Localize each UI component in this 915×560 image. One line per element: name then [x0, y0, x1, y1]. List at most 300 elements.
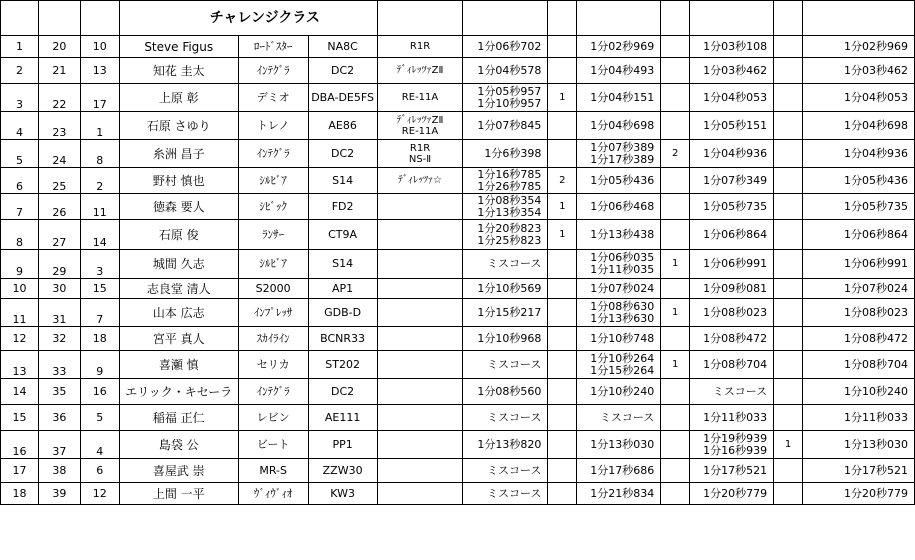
result-row: [1, 431, 915, 459]
heat1-time-cell-line: ミスコース: [486, 357, 542, 371]
model-cell: S14: [308, 168, 377, 194]
best-time-cell: 1分05秒436: [803, 168, 915, 194]
rank-cell: 17: [1, 459, 39, 483]
car-cell: セリカ: [238, 351, 308, 379]
heat2-time-cell-line: 1分07秒024: [590, 281, 655, 295]
heat2-penalty-cell: [661, 220, 690, 250]
heat1-time-cell-line: 1分08秒560: [477, 384, 542, 398]
grid-cell: 13: [80, 58, 119, 84]
driver-cell: 石原 さゆり: [119, 112, 238, 140]
rank-cell: 15: [1, 405, 39, 431]
heat3-penalty-cell: [774, 168, 803, 194]
grid-cell: 14: [80, 220, 119, 250]
tire-cell: [377, 140, 463, 168]
heat2-time-cell: [577, 84, 661, 112]
heat3-penalty-cell: [774, 84, 803, 112]
result-row: [1, 220, 915, 250]
heat3-penalty-cell: [774, 327, 803, 351]
rank-cell: 7: [1, 194, 39, 220]
heat2-time-cell-line: 1分10秒240: [590, 384, 655, 398]
heat2-penalty-cell: 1: [661, 299, 690, 327]
heat2-penalty-cell: [661, 379, 690, 405]
bib-cell: 20: [38, 36, 80, 58]
heat1-time-cell: [463, 351, 548, 379]
heat1-time-cell-line: 1分10秒569: [477, 281, 542, 295]
heat3-time-cell: [690, 58, 774, 84]
driver-cell: 上原 彰: [119, 84, 238, 112]
heat3-time-cell: [690, 250, 774, 279]
heat2-time-cell-line: 1分06秒468: [590, 199, 655, 213]
grid-cell: 18: [80, 327, 119, 351]
heat1-time-cell-line: 1分6秒398: [484, 146, 542, 160]
car-cell: ｲﾝﾃｸﾞﾗ: [238, 140, 308, 168]
car-cell: トレノ: [238, 112, 308, 140]
heat1-penalty-cell: [548, 279, 577, 299]
model-cell: AE111: [308, 405, 377, 431]
grid-cell: 16: [80, 379, 119, 405]
driver-cell: 石原 俊: [119, 220, 238, 250]
heat3-time-cell: [690, 405, 774, 431]
best-time-cell: 1分04秒053: [803, 84, 915, 112]
heat1-time-cell-line: 1分16秒785: [477, 167, 542, 181]
tire-cell: [377, 220, 463, 250]
best-time-cell: 1分03秒462: [803, 58, 915, 84]
bib-cell: 37: [38, 431, 80, 459]
heat1-time-cell: [463, 459, 548, 483]
heat3-time-cell: [690, 379, 774, 405]
bib-cell: 24: [38, 140, 80, 168]
heat3-time-cell-line: 1分19秒939: [703, 431, 768, 445]
car-cell: ﾛｰﾄﾞｽﾀｰ: [238, 36, 308, 58]
rank-cell: 16: [1, 431, 39, 459]
heat1-time-cell-line: 1分05秒957: [477, 84, 542, 98]
heat3-time-cell-line: 1分07秒349: [703, 173, 768, 187]
heat1-time-cell-line: ミスコース: [486, 463, 542, 477]
bib-cell: 38: [38, 459, 80, 483]
car-cell: ｼﾙﾋﾞｱ: [238, 250, 308, 279]
heat3-time-cell-line: 1分03秒462: [703, 63, 768, 77]
heat2-time-cell-line: 1分17秒389: [590, 152, 655, 166]
tire-cell: [377, 112, 463, 140]
grid-cell: 6: [80, 459, 119, 483]
car-cell: デミオ: [238, 84, 308, 112]
heat2-time-cell: [577, 140, 661, 168]
best-time-cell: 1分08秒704: [803, 351, 915, 379]
grid-cell: 15: [80, 279, 119, 299]
bib-cell: 39: [38, 483, 80, 505]
heat3-penalty-cell: [774, 279, 803, 299]
model-cell: AE86: [308, 112, 377, 140]
heat1-penalty-cell: [548, 483, 577, 505]
grid-cell: 17: [80, 84, 119, 112]
heat1-penalty-cell: [548, 459, 577, 483]
heat2-time-cell-line: 1分04秒151: [590, 90, 655, 104]
heat2-time-cell-line: 1分02秒969: [590, 39, 655, 53]
heat3-time-cell: [690, 351, 774, 379]
heat2-time-cell: [577, 168, 661, 194]
heat3-time-cell: [690, 431, 774, 459]
model-cell: ZZW30: [308, 459, 377, 483]
heat2-time-cell-line: 1分05秒436: [590, 173, 655, 187]
tire-cell-line: ﾃﾞｨﾚｯﾂｧZⅡ: [396, 114, 444, 126]
tire-cell: [377, 327, 463, 351]
heat2-time-cell-line: 1分08秒630: [590, 299, 655, 313]
heat3-time-cell-line: 1分05秒735: [703, 199, 768, 213]
tire-cell: [377, 405, 463, 431]
rank-cell: 11: [1, 299, 39, 327]
tire-cell-line: RE-11A: [401, 92, 439, 103]
tire-cell: [377, 459, 463, 483]
grid-cell: 7: [80, 299, 119, 327]
results-body: [1, 1, 915, 505]
heat1-penalty-cell: 1: [548, 220, 577, 250]
car-cell: ｲﾝﾌﾟﾚｯｻ: [238, 299, 308, 327]
result-row: [1, 483, 915, 505]
heat3-penalty-cell: [774, 140, 803, 168]
heat3-penalty-cell: [774, 405, 803, 431]
heat2-time-cell: [577, 279, 661, 299]
model-cell: ST202: [308, 351, 377, 379]
heat1-time-cell: [463, 220, 548, 250]
tire-cell: [377, 84, 463, 112]
heat1-time-cell-line: 1分08秒354: [477, 193, 542, 207]
model-cell: CT9A: [308, 220, 377, 250]
heat1-time-cell-line: 1分06秒702: [477, 39, 542, 53]
best-time-cell: 1分02秒969: [803, 36, 915, 58]
heat1-penalty-cell: [548, 379, 577, 405]
driver-cell: 知花 圭太: [119, 58, 238, 84]
heat3-time-cell: [690, 36, 774, 58]
model-cell: BCNR33: [308, 327, 377, 351]
heat3-time-cell-line: 1分08秒023: [703, 305, 768, 319]
heat3-time-cell: [690, 327, 774, 351]
driver-cell: 島袋 公: [119, 431, 238, 459]
best-time-cell: 1分08秒023: [803, 299, 915, 327]
heat2-penalty-cell: [661, 279, 690, 299]
bib-cell: 33: [38, 351, 80, 379]
car-cell: ﾗﾝｻｰ: [238, 220, 308, 250]
heat3-time-cell-line: 1分08秒704: [703, 357, 768, 371]
driver-cell: 城間 久志: [119, 250, 238, 279]
heat3-time-cell-line: 1分04秒936: [703, 146, 768, 160]
heat1-time-cell-line: 1分10秒968: [477, 331, 542, 345]
heat2-time-cell: [577, 327, 661, 351]
heat2-time-cell-line: 1分04秒493: [590, 63, 655, 77]
heat1-penalty-cell: 1: [548, 84, 577, 112]
driver-cell: 上間 一平: [119, 483, 238, 505]
grid-cell: 8: [80, 140, 119, 168]
heat3-time-cell-line: 1分20秒779: [703, 486, 768, 500]
heat2-penalty-cell: [661, 327, 690, 351]
heat1-time-cell: [463, 431, 548, 459]
heat3-time-cell: [690, 84, 774, 112]
best-time-cell: 1分10秒240: [803, 379, 915, 405]
heat3-penalty-cell: [774, 112, 803, 140]
heat1-time-cell: [463, 58, 548, 84]
heat3-time-cell-line: 1分04秒053: [703, 90, 768, 104]
bib-cell: 22: [38, 84, 80, 112]
heat2-time-cell: [577, 379, 661, 405]
heat1-penalty-cell: [548, 327, 577, 351]
tire-cell: [377, 279, 463, 299]
heat2-penalty-cell: [661, 58, 690, 84]
tire-cell-line: ﾃﾞｨﾚｯﾂｧZⅡ: [396, 65, 444, 76]
best-time-cell: 1分04秒698: [803, 112, 915, 140]
heat3-penalty-cell: [774, 250, 803, 279]
driver-cell: 糸洲 昌子: [119, 140, 238, 168]
rank-cell: 4: [1, 112, 39, 140]
heat2-time-cell: [577, 194, 661, 220]
rank-cell: 13: [1, 351, 39, 379]
heat3-time-cell: [690, 194, 774, 220]
heat3-penalty-cell: [774, 299, 803, 327]
car-cell: S2000: [238, 279, 308, 299]
best-time-cell: 1分04秒936: [803, 140, 915, 168]
heat1-time-cell: [463, 379, 548, 405]
heat1-penalty-cell: [548, 299, 577, 327]
heat3-penalty-cell: [774, 379, 803, 405]
heat2-penalty-cell: [661, 84, 690, 112]
heat1-time-cell: [463, 327, 548, 351]
result-row: [1, 140, 915, 168]
result-row: [1, 327, 915, 351]
heat2-penalty-cell: [661, 36, 690, 58]
heat1-penalty-cell: [548, 250, 577, 279]
model-cell: DC2: [308, 58, 377, 84]
result-row: [1, 112, 915, 140]
tire-cell: [377, 431, 463, 459]
heat1-time-cell-line: 1分10秒957: [477, 96, 542, 110]
tire-cell: [377, 194, 463, 220]
car-cell: ｲﾝﾃｸﾞﾗ: [238, 379, 308, 405]
heat3-time-cell: [690, 168, 774, 194]
car-cell: MR-S: [238, 459, 308, 483]
heat3-time-cell: [690, 279, 774, 299]
driver-cell: 志良堂 清人: [119, 279, 238, 299]
heat3-time-cell-line: 1分16秒939: [703, 443, 768, 457]
heat1-time-cell: [463, 36, 548, 58]
heat2-time-cell: [577, 483, 661, 505]
driver-cell: 宮平 真人: [119, 327, 238, 351]
heat3-time-cell-line: 1分09秒081: [703, 281, 768, 295]
tire-cell: [377, 36, 463, 58]
tire-cell: [377, 483, 463, 505]
best-time-cell: 1分13秒030: [803, 431, 915, 459]
grid-cell: 11: [80, 194, 119, 220]
bib-cell: 21: [38, 58, 80, 84]
heat2-penalty-cell: [661, 431, 690, 459]
car-cell: ｼﾙﾋﾞｱ: [238, 168, 308, 194]
driver-cell: 徳森 要人: [119, 194, 238, 220]
heat1-time-cell-line: 1分26秒785: [477, 179, 542, 193]
bib-cell: 27: [38, 220, 80, 250]
heat1-time-cell: [463, 140, 548, 168]
result-row: [1, 351, 915, 379]
heat1-time-cell: [463, 168, 548, 194]
tire-cell-line: R1R: [409, 142, 431, 154]
heat2-penalty-cell: [661, 483, 690, 505]
heat1-time-cell: [463, 84, 548, 112]
heat2-penalty-cell: [661, 194, 690, 220]
heat1-time-cell-line: 1分13秒354: [477, 205, 542, 219]
heat2-time-cell-line: 1分10秒264: [590, 351, 655, 365]
grid-cell: 10: [80, 36, 119, 58]
heat2-penalty-cell: [661, 459, 690, 483]
result-row: [1, 299, 915, 327]
heat1-time-cell: [463, 279, 548, 299]
model-cell: DC2: [308, 379, 377, 405]
result-row: [1, 84, 915, 112]
result-row: [1, 405, 915, 431]
heat3-penalty-cell: [774, 483, 803, 505]
car-cell: ｼﾋﾞｯｸ: [238, 194, 308, 220]
result-row: [1, 279, 915, 299]
heat2-time-cell-line: 1分13秒438: [590, 227, 655, 241]
heat1-time-cell-line: 1分04秒578: [477, 63, 542, 77]
rank-cell: 12: [1, 327, 39, 351]
car-cell: ｽｶｲﾗｲﾝ: [238, 327, 308, 351]
heat3-time-cell-line: 1分06秒991: [703, 257, 768, 270]
heat3-penalty-cell: 1: [774, 431, 803, 459]
model-cell: KW3: [308, 483, 377, 505]
heat1-time-cell-line: 1分13秒820: [477, 437, 542, 451]
heat2-penalty-cell: 1: [661, 351, 690, 379]
bib-cell: 29: [38, 250, 80, 279]
heat1-time-cell: [463, 250, 548, 279]
tire-cell: [377, 168, 463, 194]
heat1-penalty-cell: [548, 36, 577, 58]
heat2-time-cell-line: 1分04秒698: [590, 118, 655, 132]
result-row: [1, 168, 915, 194]
driver-cell: Steve Figus: [119, 36, 238, 58]
tire-cell-line: RE-11A: [401, 125, 439, 137]
heat1-time-cell: [463, 299, 548, 327]
heat2-time-cell-line: 1分13秒630: [590, 311, 655, 325]
model-cell: FD2: [308, 194, 377, 220]
tire-cell: [377, 250, 463, 279]
heat3-time-cell-line: 1分11秒033: [703, 410, 768, 424]
heat1-time-cell-line: 1分25秒823: [477, 233, 542, 247]
heat1-time-cell-line: ミスコース: [486, 410, 542, 424]
car-cell: レビン: [238, 405, 308, 431]
result-row: [1, 36, 915, 58]
model-cell: AP1: [308, 279, 377, 299]
best-time-cell: 1分11秒033: [803, 405, 915, 431]
rank-cell: 1: [1, 36, 39, 58]
rank-cell: 9: [1, 250, 39, 279]
heat3-penalty-cell: [774, 194, 803, 220]
heat3-time-cell-line: 1分08秒472: [703, 331, 768, 345]
tire-cell: [377, 351, 463, 379]
result-row: [1, 194, 915, 220]
heat3-time-cell-line: 1分05秒151: [703, 118, 768, 132]
bib-cell: 23: [38, 112, 80, 140]
driver-cell: 喜屋武 崇: [119, 459, 238, 483]
driver-cell: 山本 広志: [119, 299, 238, 327]
heat3-time-cell: [690, 220, 774, 250]
car-cell: ｳﾞｨｳﾞｨｵ: [238, 483, 308, 505]
heat2-time-cell-line: 1分15秒264: [590, 363, 655, 377]
bib-cell: 35: [38, 379, 80, 405]
heat3-penalty-cell: [774, 220, 803, 250]
result-row: [1, 379, 915, 405]
heat3-time-cell: [690, 140, 774, 168]
bib-cell: 30: [38, 279, 80, 299]
bib-cell: 36: [38, 405, 80, 431]
tire-cell-line: ﾃﾞｨﾚｯﾂｧ☆: [398, 175, 442, 186]
heat2-time-cell: [577, 351, 661, 379]
heat2-time-cell: [577, 220, 661, 250]
heat1-penalty-cell: [548, 58, 577, 84]
rank-cell: 10: [1, 279, 39, 299]
heat2-time-cell-line: 1分10秒748: [590, 331, 655, 345]
heat2-penalty-cell: [661, 112, 690, 140]
heat1-penalty-cell: [548, 431, 577, 459]
heat1-penalty-cell: [548, 140, 577, 168]
heat2-time-cell-line: 1分06秒035: [590, 251, 655, 264]
heat2-time-cell: [577, 58, 661, 84]
best-time-cell: 1分05秒735: [803, 194, 915, 220]
heat2-time-cell-line: 1分21秒834: [590, 486, 655, 500]
heat3-time-cell: [690, 112, 774, 140]
rank-cell: 2: [1, 58, 39, 84]
tire-cell: [377, 299, 463, 327]
heat2-time-cell-line: 1分11秒035: [590, 263, 655, 276]
heat1-time-cell-line: 1分15秒217: [477, 305, 542, 319]
heat3-time-cell: [690, 483, 774, 505]
grid-cell: 2: [80, 168, 119, 194]
best-time-cell: 1分06秒991: [803, 250, 915, 279]
heat1-penalty-cell: [548, 351, 577, 379]
heat2-time-cell: [577, 36, 661, 58]
bib-cell: 25: [38, 168, 80, 194]
grid-cell: 12: [80, 483, 119, 505]
heat1-penalty-cell: [548, 405, 577, 431]
model-cell: PP1: [308, 431, 377, 459]
result-row: [1, 459, 915, 483]
heat1-penalty-cell: [548, 112, 577, 140]
class-header-row: [1, 1, 915, 36]
model-cell: DC2: [308, 140, 377, 168]
heat2-penalty-cell: 2: [661, 140, 690, 168]
heat3-time-cell-line: 1分06秒864: [703, 227, 768, 241]
heat1-time-cell: [463, 483, 548, 505]
grid-cell: 4: [80, 431, 119, 459]
heat1-penalty-cell: 2: [548, 168, 577, 194]
model-cell: GDB-D: [308, 299, 377, 327]
heat2-penalty-cell: [661, 405, 690, 431]
best-time-cell: 1分20秒779: [803, 483, 915, 505]
car-cell: ビート: [238, 431, 308, 459]
result-row: [1, 250, 915, 279]
rank-cell: 8: [1, 220, 39, 250]
heat3-penalty-cell: [774, 36, 803, 58]
rank-cell: 14: [1, 379, 39, 405]
grid-cell: 1: [80, 112, 119, 140]
rank-cell: 18: [1, 483, 39, 505]
bib-cell: 31: [38, 299, 80, 327]
heat3-penalty-cell: [774, 351, 803, 379]
heat2-time-cell: [577, 250, 661, 279]
heat1-time-cell-line: 1分20秒823: [477, 221, 542, 235]
heat3-penalty-cell: [774, 459, 803, 483]
grid-cell: 9: [80, 351, 119, 379]
rank-cell: 5: [1, 140, 39, 168]
heat3-time-cell-line: 1分17秒521: [703, 463, 768, 477]
heat2-time-cell-line: 1分13秒030: [590, 437, 655, 451]
tire-cell-line: NS-Ⅱ: [408, 153, 432, 165]
heat2-time-cell: [577, 459, 661, 483]
